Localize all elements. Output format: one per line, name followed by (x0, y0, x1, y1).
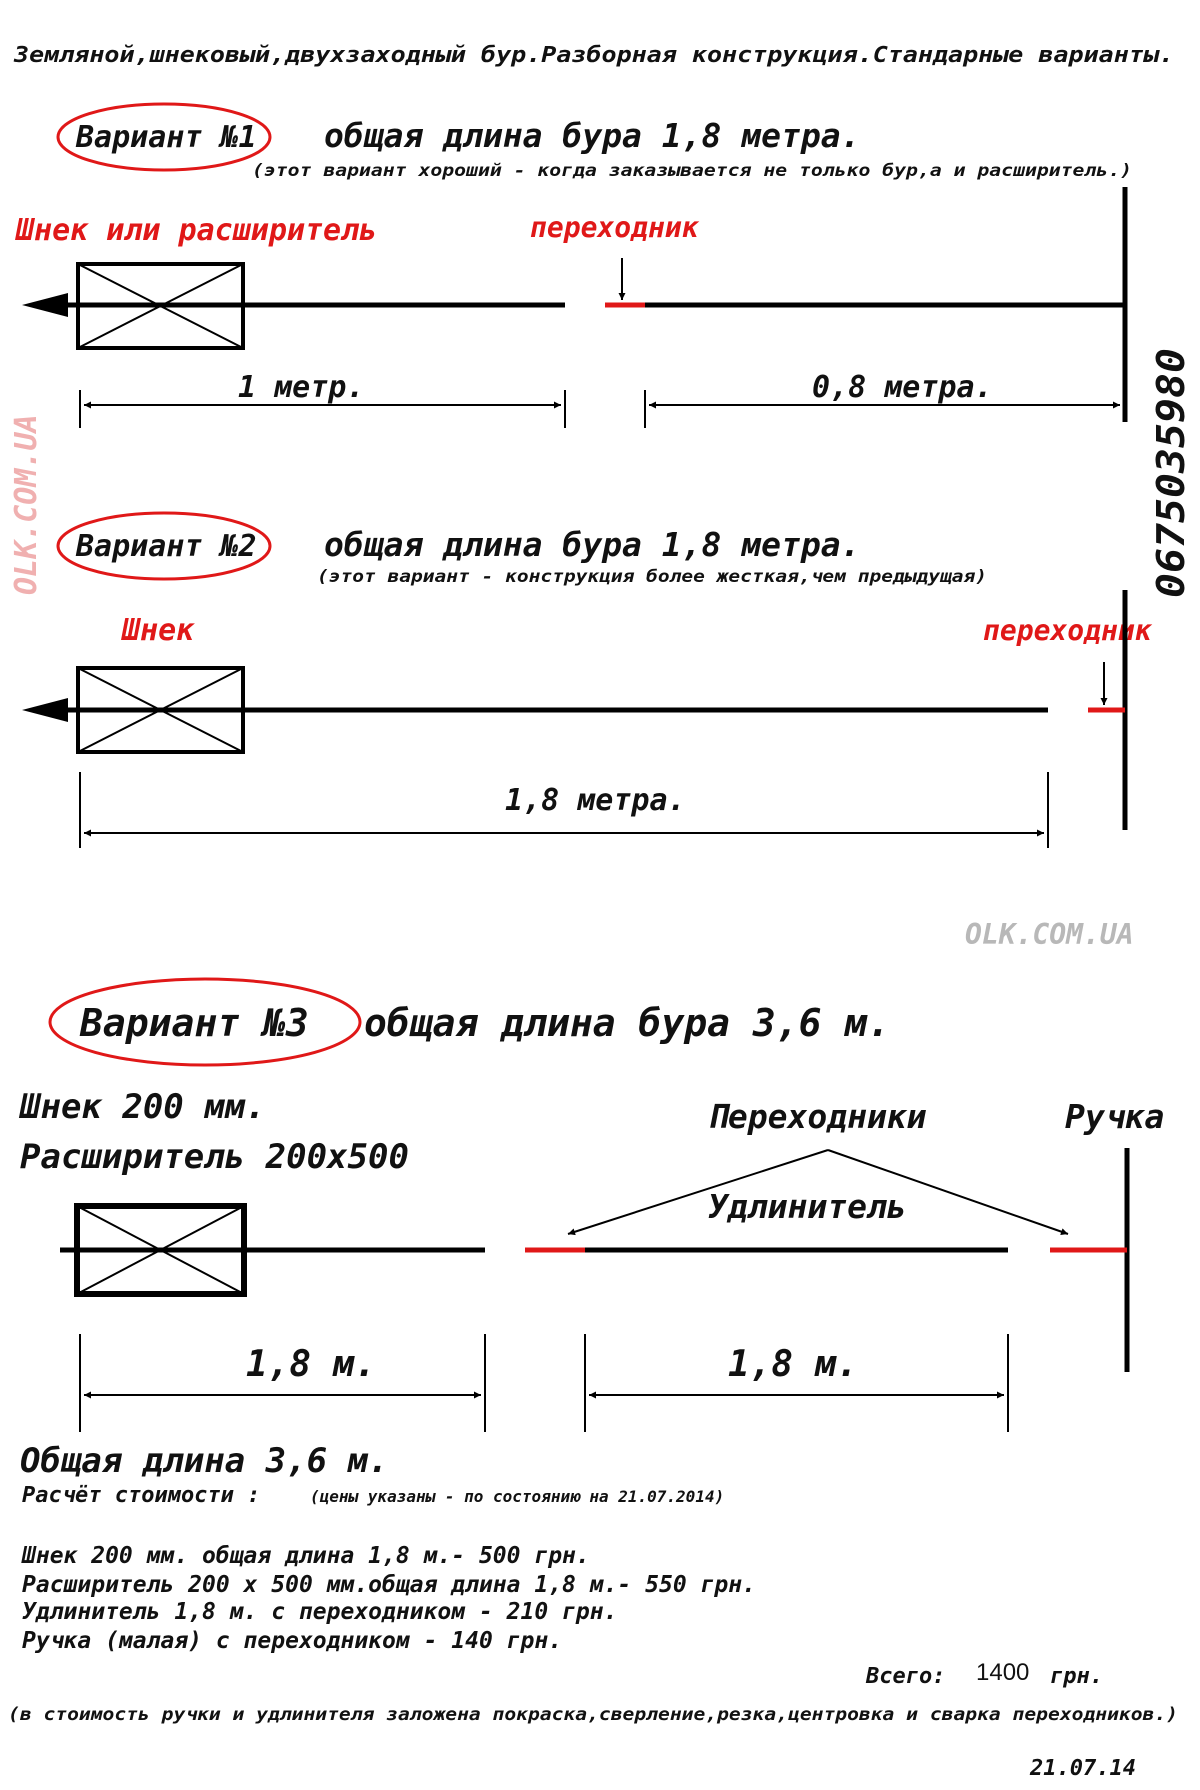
variant3-spec-auger: Шнек 200 мм. (20, 1087, 266, 1127)
pricing-total-currency: грн. (1050, 1664, 1103, 1689)
variant1-left-label: Шнек или расширитель (16, 213, 378, 248)
variant3-dim-left: 1,8 м. (246, 1344, 377, 1385)
variant2-title: общая длина бура 1,8 метра. (324, 525, 861, 564)
variant2-left-label: Шнек (122, 613, 195, 648)
watermark-side: OLK.COM.UA (965, 918, 1134, 951)
variant3-dim-right: 1,8 м. (728, 1344, 859, 1385)
variant1-dim-left: 1 метр. (238, 370, 365, 405)
watermark-vertical: OLK.COM.UA (9, 414, 44, 595)
pricing-item: Ручка (малая) с переходником - 140 грн. (22, 1628, 563, 1654)
pricing-heading: Расчёт стоимости : (22, 1483, 261, 1508)
variant3-title: общая длина бура 3,6 м. (364, 1001, 891, 1045)
variant2-adapter-label: переходник (983, 614, 1152, 647)
variant1-title: общая длина бура 1,8 метра. (324, 116, 861, 155)
variant3-total: Общая длина 3,6 м. (20, 1441, 389, 1481)
variant3-spec-expander: Расширитель 200х500 (20, 1137, 409, 1177)
page-title: Земляной,шнековый,двухзаходный бур.Разборная конструкция.Стандарные варианты. (12, 43, 1175, 68)
pricing-date: 21.07.14 (1030, 1756, 1136, 1781)
pricing-item: Расширитель 200 х 500 мм.общая длина 1,8 м.- 550 грн. (22, 1572, 756, 1598)
pricing-date-note: (цены указаны - по состоянию на 21.07.2014) (310, 1487, 725, 1506)
variant3-extension-label: Удлинитель (708, 1187, 907, 1226)
pricing-item: Шнек 200 мм. общая длина 1,8 м.- 500 грн. (22, 1543, 590, 1569)
variant1-label: Вариант №1 (76, 120, 257, 155)
pricing-item: Удлинитель 1,8 м. с переходником - 210 грн. (22, 1599, 618, 1625)
variant3-handle-label: Ручка (1065, 1097, 1165, 1136)
variant3-adapters-label: Переходники (708, 1097, 927, 1136)
variant2-dim: 1,8 метра. (505, 783, 686, 818)
variant3-drill (60, 1148, 1127, 1372)
pricing-total-label: Всего: (866, 1664, 946, 1689)
variant3-label: Вариант №3 (80, 1001, 309, 1045)
variant2-note: (этот вариант - конструкция более жесткая,чем предыдущая) (317, 567, 987, 587)
variant3-dimensions (80, 1334, 1008, 1432)
variant1-note: (этот вариант хороший - когда заказывается не только бур,а и расширитель.) (252, 161, 1132, 181)
pricing-footnote: (в стоимость ручки и удлинителя заложена покраска,сверление,резка,центровка и сварка переходников.) (8, 1704, 1178, 1725)
variant1-dim-right: 0,8 метра. (812, 370, 993, 405)
phone-number: 0675035980 (1149, 369, 1193, 598)
variant1-adapter-label: переходник (530, 211, 699, 244)
pricing-total-value: 1400 (976, 1659, 1030, 1686)
variant2-label: Вариант №2 (76, 529, 257, 564)
